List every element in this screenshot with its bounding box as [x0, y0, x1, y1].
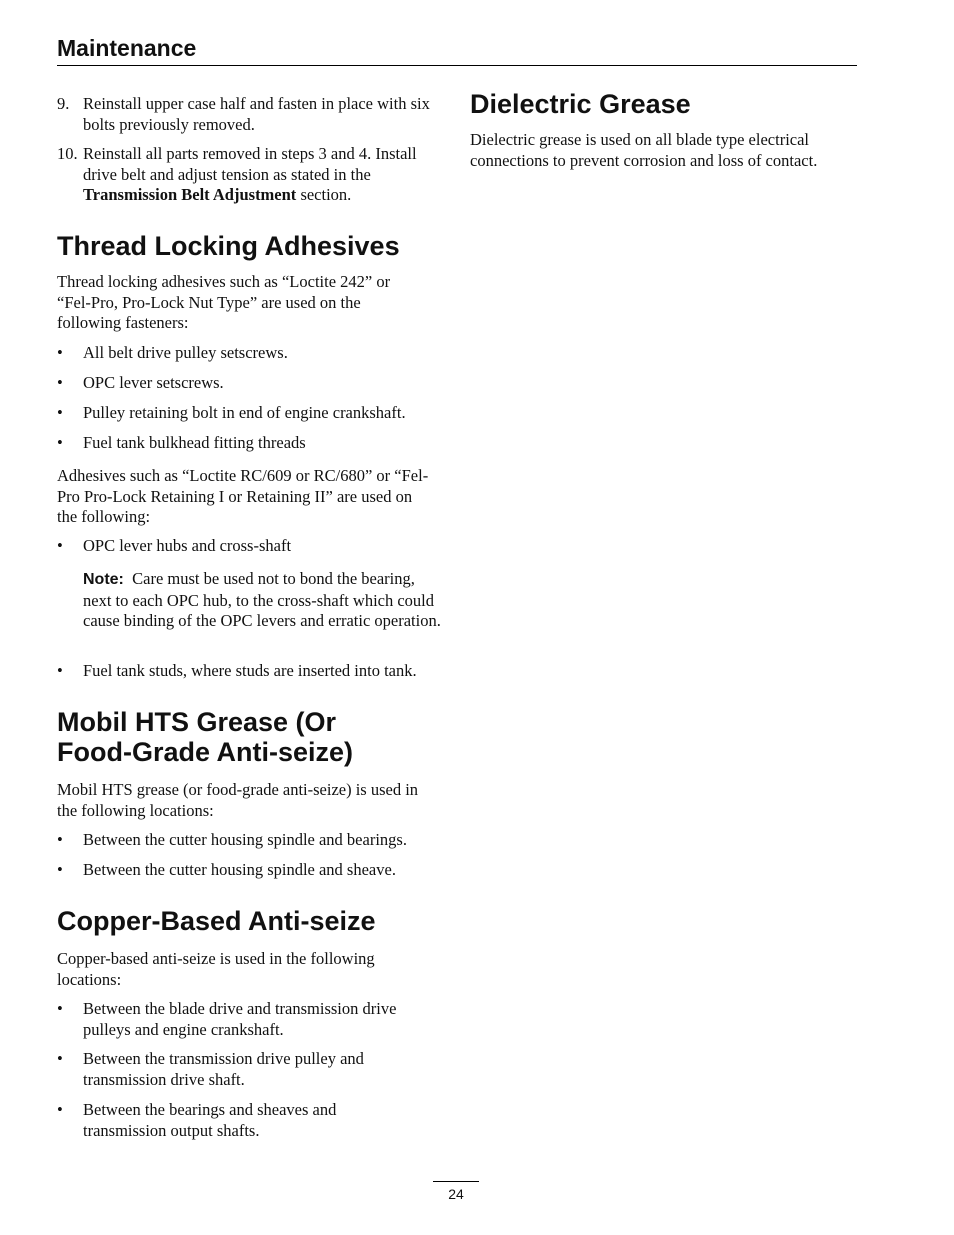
step-text: Reinstall all parts removed in steps 3 and 4. Install drive belt and adjust tension as stated in the Transmission Belt Adjustment section.	[83, 144, 417, 204]
note-text: Care must be used not to bond the bearing, next to each OPC hub, to the cross-shaft which could cause binding of the OPC levers and erratic operation.	[83, 569, 441, 630]
step-number: 9.	[57, 94, 70, 113]
footer-rule	[433, 1181, 479, 1182]
heading-mobil-hts: Mobil HTS Grease (Or Food-Grade Anti-seize)	[57, 707, 354, 767]
bullet: •	[57, 1049, 63, 1068]
bullet: •	[57, 661, 63, 680]
bullet: •	[57, 536, 63, 555]
cross-reference: Transmission Belt Adjustment	[83, 185, 297, 204]
copper-intro: Copper-based anti-seize is used in the following locations:	[57, 949, 375, 989]
bullet: •	[57, 1100, 63, 1119]
bullet: •	[57, 860, 63, 879]
step-number: 10.	[57, 144, 78, 163]
bullet: •	[57, 373, 63, 392]
page-header	[57, 33, 857, 66]
bullet: •	[57, 999, 63, 1018]
bullet: •	[57, 830, 63, 849]
adhesives-intro: Adhesives such as “Loctite RC/609 or RC/680” or “Fel-Pro Pro-Lock Retaining I or Retaining II” are used on the following:	[57, 466, 429, 526]
heading-dielectric-grease: Dielectric Grease	[470, 89, 691, 119]
dielectric-text: Dielectric grease is used on all blade type electrical connections to prevent corrosion and loss of contact.	[470, 130, 818, 170]
bullet: •	[57, 343, 63, 362]
mobil-intro: Mobil HTS grease (or food-grade anti-seize) is used in the following locations:	[57, 780, 419, 820]
step-text: Reinstall upper case half and fasten in place with six bolts previously removed.	[83, 94, 430, 134]
bullet: •	[57, 403, 63, 422]
thread-locking-intro: Thread locking adhesives such as “Loctite 242” or “Fel-Pro, Pro-Lock Nut Type” are used on the following fasteners:	[57, 272, 391, 332]
bullet: •	[57, 433, 63, 452]
heading-thread-locking: Thread Locking Adhesives	[57, 231, 400, 261]
page-number: 24	[448, 1186, 464, 1202]
heading-copper-based: Copper-Based Anti-seize	[57, 906, 376, 936]
note-label: Note:	[83, 571, 124, 588]
section-title: Maintenance	[57, 35, 197, 61]
